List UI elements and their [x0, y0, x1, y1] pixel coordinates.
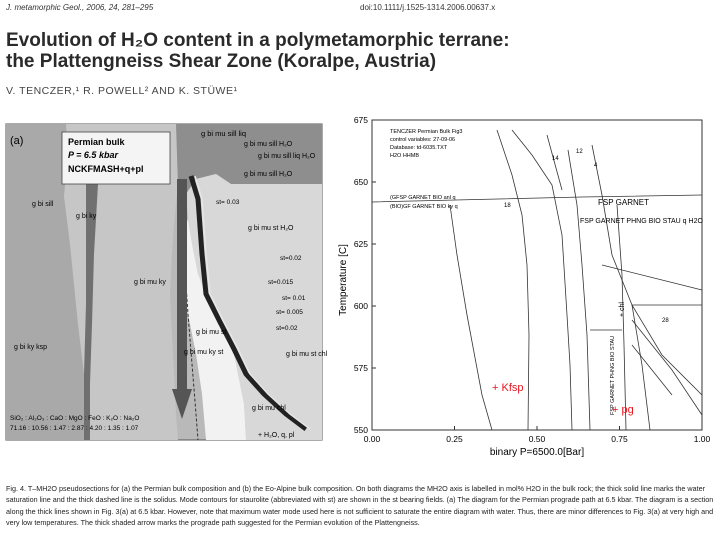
field-number: 18	[504, 203, 511, 209]
isopleth-label: st=0.015	[268, 279, 294, 286]
isopleth-label: st=0.02	[280, 255, 302, 262]
field-label: g bi mu sill H₂O	[244, 141, 293, 148]
figure-caption: Fig. 4. T–MH2O pseudosections for (a) the Permian bulk composition and (b) the Eo-Alpine bulk composition. On both diagrams the MH2O axis is labelled in mol% H2O in the bulk rock; the thick solid line marks the water saturation line and the thick dashed line is the solidus. Mode contours for staurolite (abbreviated with st) are shown in the st bearing fields. (a) The diagram for the Permian prograde path at 6.5 kbar. The diagram is a section along the thick lines shown in Fig. 3(a) at 6.5 kbar. However, note that maximum water mode used here is not sufficient to saturate the entire diagram with water. Thus, there are minor differences to Fig. 3(a) at very high and very low temperatures. The thick shaded arrow marks the prograde path suggested for the Permian evolution of the Plattengneiss.	[6, 484, 714, 528]
legend-line: control variables: 27-09-06	[390, 137, 456, 143]
pseudosection-panel-b	[332, 115, 716, 465]
field-label: g bi mu sill liq	[201, 129, 247, 138]
field-label: g bi mu st H₂O	[248, 225, 294, 232]
y-tick-label: 650	[353, 177, 368, 187]
panel-a-tag: (a)	[10, 135, 24, 147]
x-tick-label: 0.00	[363, 434, 381, 444]
legend-line: H2O HHMB	[390, 153, 420, 159]
isopleth-label: st= 0.03	[216, 199, 240, 206]
bulk-composition-oxides: SiO₂ : Al₂O₃ : CaO : MgO : FeO : K₂O : Na₂O	[10, 415, 140, 422]
field-label: g bi mu sill liq H₂O	[258, 153, 316, 160]
field-label: (BIO)GF GARNET BIO ky q	[390, 204, 458, 210]
y-tick-label: 575	[353, 363, 368, 373]
isopleth-label: st=0.02	[276, 325, 298, 332]
title-line-2: the Plattengneiss Shear Zone (Koralpe, Austria)	[6, 51, 437, 72]
pseudosection-panel-a	[6, 124, 328, 440]
panel-a-bottom-label: + H₂O, q, pl	[258, 432, 295, 439]
journal-citation: J. metamorphic Geol., 2006, 24, 281–295	[6, 3, 154, 12]
panel-a-box-line2: P = 6.5 kbar	[68, 150, 118, 160]
field-label: g bi ky ksp	[14, 344, 48, 351]
chl-label: + chl	[619, 302, 626, 317]
y-tick-label: 675	[353, 115, 368, 125]
plot-frame	[372, 120, 702, 430]
field-number: 12	[576, 149, 583, 155]
y-tick-label: 550	[353, 425, 368, 435]
field-number: 14	[552, 156, 559, 162]
legend-line: Database: td-6035.TXT	[390, 145, 448, 151]
field-label: g bi mu st	[196, 329, 227, 336]
panel-a-box-line3: NCKFMASH+q+pl	[68, 164, 144, 174]
field-label: (GFSP GARNET BIO anl q	[390, 195, 456, 201]
paper-title	[6, 30, 566, 72]
field-label: g bi mu sill H₂O	[244, 171, 293, 178]
upper-field-label: FSP GARNET PHNG BIO STAU q H2O	[580, 218, 703, 225]
field-number: 28	[662, 318, 669, 324]
field-label: g bi ky	[76, 213, 97, 220]
bulk-composition-values: 71.16 : 10.56 : 1.47 : 2.87 : 4.20 : 1.35 : 1.07	[10, 425, 139, 432]
kfsp-label: + Kfsp	[492, 382, 524, 394]
isopleth-label: st= 0.005	[276, 309, 303, 316]
isopleth-label: st= 0.01	[282, 295, 306, 302]
upper-field-line1: FSP GARNET	[598, 198, 649, 207]
field-label: FSP GARNET PHNG BIO STAU	[610, 335, 616, 415]
y-tick-label: 600	[353, 301, 368, 311]
pg-label: + pg	[612, 404, 634, 416]
field-label: g bi mu st chl	[286, 351, 328, 358]
y-tick-label: 625	[353, 239, 368, 249]
x-tick-label: 1.00	[693, 434, 711, 444]
x-tick-label: 0.50	[528, 434, 546, 444]
legend-line: TENCZER Permian Bulk Fig3	[390, 129, 463, 135]
field-label: g bi mu ky st	[184, 349, 224, 356]
x-axis-label: binary P=6500.0[Bar]	[489, 447, 585, 458]
panel-a-box-line1: Permian bulk	[68, 137, 125, 147]
field-label: g bi sill	[32, 201, 54, 208]
y-axis-label: Temperature [C]	[338, 244, 349, 316]
title-line-1: Evolution of H₂O content in a polymetamorphic terrane:	[6, 30, 510, 51]
authors: V. TENCZER,¹ R. POWELL² AND K. STÜWE¹	[6, 85, 238, 97]
field-label-upper	[598, 198, 649, 207]
x-tick-label: 0.25	[446, 434, 463, 444]
field-number: 4	[594, 163, 598, 169]
field-label: g bi mu ky	[134, 279, 166, 286]
x-tick-label: 0.75	[611, 434, 628, 444]
doi-label: doi:10.1111/j.1525-1314.2006.00637.x	[360, 3, 496, 12]
field-label: g bi mu chl	[252, 405, 286, 412]
